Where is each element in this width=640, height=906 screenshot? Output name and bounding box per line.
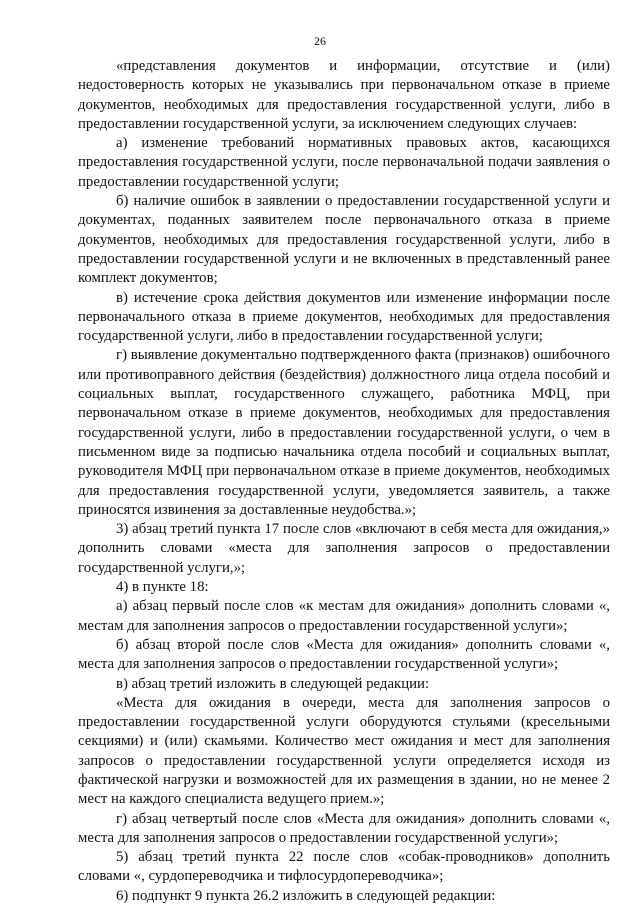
paragraph-new-wording-quote: «Места для ожидания в очереди, места для заполнения запросов о предоставлении государственной услуги оборудуются стульями (кресельными секциями) и (или) скамьями. Количество мест ожидания и мест для заполнения запросов о предоставлении государственной услуги определяется исходя из фактической нагрузки и возможностей для их размещения в здании, но не менее 2 мест на каждого специалиста ведущего прием.»;: [78, 694, 610, 808]
paragraph-point-5: 5) абзац третий пункта 22 после слов «собак-проводников» дополнить словами «, сурдопереводчика и тифлосурдопереводчика»;: [78, 849, 610, 885]
paragraph-item-a: а) изменение требований нормативных правовых актов, касающихся предоставления государственной услуги, после первоначальной подачи заявления о предоставлении государственной услуги;: [78, 135, 610, 190]
document-body: [78, 57, 610, 906]
paragraph-point-4: 4) в пункте 18:: [116, 579, 209, 596]
paragraph-point-4-b: б) абзац второй после слов «Места для ожидания» дополнить словами «, места для заполнения запросов о предоставлении государственной услуги»;: [78, 636, 610, 673]
page-number: 26: [314, 34, 326, 48]
paragraph-item-v: в) истечение срока действия документов или изменение информации после первоначального отказа в приеме документов, необходимых для предоставления государственной услуги, либо в предоставлении государственной услуги;: [78, 289, 610, 345]
paragraph-item-b: б) наличие ошибок в заявлении о предоставлении государственной услуги и документах, поданных заявителем после первоначального отказа в приеме документов, необходимых для предоставления государственной услуги, либо в предоставлении государственной услуги и не включенных в представленный ранее комплект документов;: [78, 193, 610, 287]
paragraph-point-4-g: г) абзац четвертый после слов «Места для ожидания» дополнить словами «, места для заполнения запросов о предоставлении государственной услуги»;: [78, 810, 610, 846]
paragraph-point-4-v: в) абзац третий изложить в следующей редакции:: [116, 675, 430, 692]
paragraph-point-6: 6) подпункт 9 пункта 26.2 изложить в следующей редакции:: [116, 887, 496, 904]
paragraph-intro-quote: «представления документов и информации, отсутствие и (или) недостоверность которых не указывались при первоначальном отказе в приеме документов, необходимых для предоставления государственной услуги, либо в предоставлении государственной услуги, за исключением следующих случаев:: [78, 58, 610, 132]
paragraph-item-g: г) выявление документально подтвержденного факта (признаков) ошибочного или противоправного действия (бездействия) должностного лица отдела пособий и социальных выплат, государственного служащего, работника МФЦ, при первоначальном отказе в приеме документов, необходимых для предоставления государственной услуги, либо в предоставлении государственной услуги, о чем в письменном виде за подписью начальника отдела пособий и социальных выплат, руководителя МФЦ при первоначальном отказе в приеме документов, необходимых для предоставления государственной услуги, уведомляется заявитель, а также приносятся извинения за доставленные неудобства.»;: [78, 347, 610, 518]
paragraph-point-4-a: а) абзац первый после слов «к местам для ожидания» дополнить словами «, местам для заполнения запросов о предоставлении государственной услуги»;: [78, 598, 610, 634]
paragraph-point-3: 3) абзац третий пункта 17 после слов «включают в себя места для ожидания,» дополнить словами «места для заполнения запросов о предоставлении государственной услуги,»;: [78, 521, 610, 576]
